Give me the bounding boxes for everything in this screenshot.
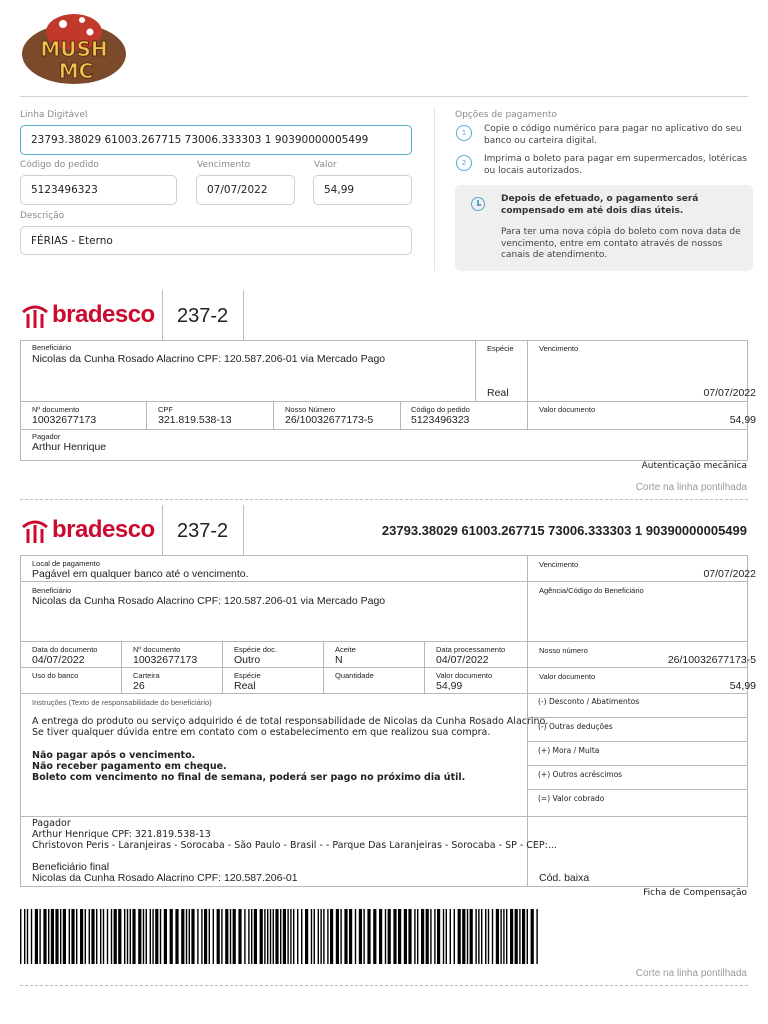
receipt-vencimento-value: 07/07/2022: [703, 387, 756, 399]
slip-carteira-label: Carteira: [133, 671, 160, 680]
slip-quantidade-label: Quantidade: [335, 671, 374, 680]
barcode-bar: [434, 909, 435, 964]
barcode-bar: [367, 909, 370, 964]
barcode-bar: [470, 909, 473, 964]
vencimento-label: Vencimento: [197, 160, 251, 170]
barcode-bar: [515, 909, 518, 964]
slip-ndoc-label: Nº documento: [133, 645, 181, 654]
slip-data-proc-value: 04/07/2022: [436, 654, 489, 666]
barcode-bar: [522, 909, 525, 964]
bank-name: bradesco: [52, 516, 155, 543]
cut-line-text: Corte na linha pontilhada: [635, 482, 747, 493]
barcode-bar: [152, 909, 153, 964]
header-separator: [243, 505, 244, 555]
slip-data-proc-label: Data processamento: [436, 645, 506, 654]
barcode-bar: [85, 909, 86, 964]
linha-digitavel-field[interactable]: 23793.38029 61003.267715 73006.333303 1 90390000005499: [20, 125, 412, 155]
barcode-bar: [96, 909, 97, 964]
header-separator: [162, 505, 163, 555]
barcode-bar: [254, 909, 257, 964]
barcode-bar: [35, 909, 38, 964]
barcode-bar: [48, 909, 49, 964]
step-two-text: Imprima o boleto para pagar em supermercados, lotéricas ou locais autorizados.: [484, 154, 747, 176]
barcode-bar: [314, 909, 315, 964]
slip-linha-digitavel: 23793.38029 61003.267715 73006.333303 1 90390000005499: [381, 523, 747, 538]
barcode-bar: [213, 909, 214, 964]
slip-beneficiario-value: Nicolas da Cunha Rosado Alacrino CPF: 120.587.206-01 via Mercado Pago: [32, 595, 386, 607]
barcode-bar: [51, 909, 54, 964]
linha-digitavel-label: Linha Digitável: [20, 110, 88, 120]
barcode-bar: [430, 909, 431, 964]
slip-uso-label: Uso do banco: [32, 671, 79, 680]
cut-line: [20, 499, 748, 500]
descricao-field[interactable]: FÉRIAS - Eterno: [20, 226, 412, 255]
receipt-pedido-value: 5123496323: [411, 414, 470, 426]
barcode-bar: [398, 909, 401, 964]
receipt-pagador-label: Pagador: [32, 432, 61, 441]
barcode-bar: [69, 909, 70, 964]
slip-valor-doc2-label: Valor documento: [539, 672, 596, 681]
barcode-bar: [264, 909, 265, 964]
receipt-nosso-label: Nosso Número: [285, 405, 336, 414]
codigo-pedido-field[interactable]: 5123496323: [20, 175, 177, 205]
slip-nosso-value: 26/10032677173-5: [667, 654, 756, 666]
barcode-bar: [421, 909, 424, 964]
barcode-bar: [107, 909, 108, 964]
barcode-bar: [164, 909, 167, 964]
barcode-bar: [426, 909, 429, 964]
barcode-bar: [320, 909, 321, 964]
slip-mora-label: (+) Mora / Multa: [538, 746, 600, 755]
slip-data-doc-label: Data do documento: [32, 645, 98, 654]
barcode-bar: [349, 909, 352, 964]
slip-outras-deducoes-label: (-) Outras deduções: [538, 722, 613, 731]
barcode-bar: [450, 909, 451, 964]
barcode-bar: [221, 909, 222, 964]
receipt-ndoc-value: 10032677173: [32, 414, 97, 426]
barcode-bar: [186, 909, 187, 964]
barcode-bar: [510, 909, 513, 964]
bank-name: bradesco: [52, 301, 155, 328]
barcode-bar: [197, 909, 198, 964]
bradesco-tree-icon: [20, 515, 50, 545]
barcode-bar: [344, 909, 347, 964]
barcode-bar: [230, 909, 231, 964]
barcode-bar: [170, 909, 173, 964]
barcode-bar: [485, 909, 486, 964]
slip-instrucoes-label: Instruções (Texto de responsabilidade do beneficiário): [32, 698, 212, 707]
barcode-bar: [43, 909, 46, 964]
barcode-bar: [63, 909, 66, 964]
barcode-bar: [527, 909, 528, 964]
barcode-bar: [330, 909, 333, 964]
slip-instr-bold2: Não receber pagamento em cheque.: [32, 761, 227, 772]
barcode-bar: [114, 909, 117, 964]
slip-instr-bold3: Boleto com vencimento no final de semana, poderá ser pago no próximo dia útil.: [32, 772, 466, 783]
barcode-bar: [138, 909, 141, 964]
receipt-ndoc-label: Nº documento: [32, 405, 80, 414]
barcode-bar: [27, 909, 28, 964]
barcode-bar: [506, 909, 507, 964]
slip-vencimento-value: 07/07/2022: [703, 568, 756, 580]
barcode-bar: [146, 909, 147, 964]
barcode-bar: [189, 909, 190, 964]
valor-field[interactable]: 54,99: [313, 175, 412, 205]
vencimento-field[interactable]: 07/07/2022: [196, 175, 295, 205]
barcode-bar: [160, 909, 161, 964]
slip-agencia-label: Agência/Código do Beneficiário: [539, 586, 644, 595]
barcode-bar: [267, 909, 268, 964]
barcode-bar: [55, 909, 58, 964]
slip-nosso-label: Nosso número: [539, 646, 588, 655]
slip-outros-acrescimos-label: (+) Outros acréscimos: [538, 770, 623, 779]
valor-label: Valor: [314, 160, 337, 170]
step-two-icon: 2: [456, 155, 472, 171]
barcode-bar: [293, 909, 294, 964]
slip-desconto-label: (-) Desconto / Abatimentos: [538, 697, 640, 706]
barcode-bar: [127, 909, 128, 964]
barcode-bar: [492, 909, 493, 964]
barcode-bar: [414, 909, 415, 964]
barcode-bar: [385, 909, 386, 964]
receipt-vencimento-label: Vencimento: [539, 344, 579, 353]
slip-data-doc-value: 04/07/2022: [32, 654, 85, 666]
bradesco-tree-icon: [20, 300, 50, 330]
slip-carteira-value: 26: [133, 680, 145, 692]
slip-valor-doc-label: Valor documento: [436, 671, 493, 680]
barcode-bar: [359, 909, 362, 964]
barcode-bar: [327, 909, 328, 964]
barcode-bar: [305, 909, 308, 964]
barcode-bar: [373, 909, 376, 964]
barcode-bar: [60, 909, 61, 964]
barcode-bar: [531, 909, 534, 964]
receipt-pedido-label: Código do pedido: [411, 405, 470, 414]
barcode-bar: [280, 909, 281, 964]
slip-local-value: Pagável em qualquer banco até o vencimento.: [32, 568, 249, 580]
barcode-bar: [496, 909, 499, 964]
barcode-bar: [201, 909, 202, 964]
receipt-valor-value: 54,99: [729, 414, 756, 426]
barcode-bar: [103, 909, 104, 964]
slip-pagador-line1: Arthur Henrique CPF: 321.819.538-13: [32, 829, 211, 840]
barcode-bar: [39, 909, 40, 964]
barcode-bar: [80, 909, 83, 964]
barcode-bar: [244, 909, 245, 964]
barcode-bar: [181, 909, 184, 964]
barcode-bar: [130, 909, 131, 964]
barcode-bar: [301, 909, 302, 964]
barcode-bar: [488, 909, 489, 964]
barcode-bar: [155, 909, 158, 964]
barcode-bar: [233, 909, 236, 964]
barcode-bar: [446, 909, 447, 964]
slip-vencimento-label: Vencimento: [539, 560, 579, 569]
codigo-pedido-label: Código do pedido: [20, 160, 99, 170]
barcode-bar: [238, 909, 241, 964]
barcode-bar: [118, 909, 121, 964]
slip-ndoc-value: 10032677173: [133, 654, 198, 666]
barcode-bar: [209, 909, 210, 964]
barcode-bar: [340, 909, 341, 964]
barcode-bar: [225, 909, 228, 964]
barcode-bar: [287, 909, 288, 964]
clock-icon: [471, 197, 485, 211]
barcode-bar: [379, 909, 382, 964]
barcode-bar: [536, 909, 537, 964]
barcode-bar: [404, 909, 407, 964]
barcode-bar: [311, 909, 312, 964]
receipt-beneficiario-value: Nicolas da Cunha Rosado Alacrino CPF: 120.587.206-01 via Mercado Pago: [32, 353, 386, 365]
slip-benef-final-label: Beneficiário final: [32, 861, 110, 873]
svg-text:MC: MC: [58, 59, 94, 83]
barcode-bar: [454, 909, 455, 964]
slip-valor-cobrado-label: (=) Valor cobrado: [538, 794, 605, 803]
svg-text:MUSH: MUSH: [40, 37, 108, 61]
slip-aceite-value: N: [335, 654, 343, 666]
barcode-bar: [275, 909, 278, 964]
barcode-bar: [270, 909, 271, 964]
barcode-bar: [24, 909, 25, 964]
barcode-bar: [478, 909, 479, 964]
barcode-bar: [283, 909, 286, 964]
barcode-bar: [363, 909, 364, 964]
info-text: Para ter uma nova cópia do boleto com nova data de vencimento, entre em contato através de nossos canais de atendimento.: [501, 227, 741, 260]
slip-especie-doc-label: Espécie doc.: [234, 645, 277, 654]
barcode-bar: [89, 909, 90, 964]
payment-options-title: Opções de pagamento: [455, 110, 557, 120]
barcode-bar: [323, 909, 324, 964]
barcode-bar: [260, 909, 263, 964]
slip-aceite-label: Aceite: [335, 645, 356, 654]
step-one-icon: 1: [456, 125, 472, 141]
slip-especie-label: Espécie: [234, 671, 261, 680]
slip-instr-bold1: Não pagar após o vencimento.: [32, 750, 196, 761]
cut-line-text: Corte na linha pontilhada: [635, 968, 747, 979]
barcode-bar: [91, 909, 94, 964]
slip-valor-doc2-value: 54,99: [729, 680, 756, 692]
barcode-bar: [462, 909, 465, 964]
barcode-bar: [251, 909, 252, 964]
barcode-bar: [355, 909, 356, 964]
slip-benef-final-value: Nicolas da Cunha Rosado Alacrino CPF: 120.587.206-01: [32, 872, 298, 884]
barcode-bar: [393, 909, 396, 964]
slip-valor-doc-value: 54,99: [436, 680, 463, 692]
bank-code: 237-2: [177, 520, 229, 542]
receipt-pagador-value: Arthur Henrique: [32, 441, 107, 453]
header-divider: [20, 96, 748, 97]
bradesco-logo: [20, 515, 155, 545]
cut-line: [20, 985, 748, 986]
bank-code: 237-2: [177, 305, 229, 327]
barcode-bar: [124, 909, 125, 964]
ficha-compensacao: Ficha de Compensação: [643, 888, 747, 898]
step-one-text: Copie o código numérico para pagar no aplicativo do seu banco ou carteira digital.: [484, 124, 742, 146]
barcode-bar: [143, 909, 144, 964]
slip-pagador-line2: Christovon Peris - Laranjeiras - Sorocaba - São Paulo - Brasil - - Parque Das Laranjeiras - Sorocaba - SP - CEP:...: [32, 840, 557, 851]
barcode-bar: [191, 909, 194, 964]
header-separator: [162, 290, 163, 340]
barcode-bar: [408, 909, 411, 964]
receipt-cpf-value: 321.819.538-13: [158, 414, 232, 426]
barcode-bar: [388, 909, 391, 964]
barcode: [20, 909, 540, 964]
barcode-bar: [76, 909, 77, 964]
slip-local-label: Local de pagamento: [32, 559, 100, 568]
bradesco-logo: [20, 300, 155, 330]
barcode-bar: [248, 909, 249, 964]
payment-info-box: [455, 185, 753, 271]
header-separator: [243, 290, 244, 340]
slip-pagador-label: Pagador: [32, 818, 71, 829]
barcode-bar: [150, 909, 151, 964]
barcode-bar: [290, 909, 291, 964]
barcode-bar: [111, 909, 112, 964]
barcode-bar: [519, 909, 520, 964]
barcode-bar: [100, 909, 101, 964]
barcode-bar: [500, 909, 501, 964]
form-divider: [434, 108, 435, 271]
barcode-bar: [204, 909, 207, 964]
autenticacao-mecanica: Autenticação mecânica: [641, 461, 747, 471]
barcode-bar: [458, 909, 461, 964]
barcode-bar: [71, 909, 74, 964]
slip-beneficiario-cell: [20, 581, 528, 642]
barcode-bar: [20, 909, 21, 964]
barcode-bar: [31, 909, 32, 964]
receipt-especie-value: Real: [487, 387, 509, 399]
barcode-bar: [132, 909, 135, 964]
receipt-beneficiario-cell: [20, 340, 476, 402]
barcode-bar: [318, 909, 319, 964]
slip-especie-doc-value: Outro: [234, 654, 261, 666]
slip-instr-line1: A entrega do produto ou serviço adquirido é de total responsabilidade de Nicolas da Cunha Rosado Alacrino.: [32, 716, 549, 727]
barcode-bar: [475, 909, 476, 964]
barcode-bar: [467, 909, 468, 964]
barcode-bar: [297, 909, 298, 964]
slip-especie-value: Real: [234, 680, 256, 692]
info-bold-text: Depois de efetuado, o pagamento será compensado em até dois dias úteis.: [501, 194, 699, 216]
barcode-bar: [443, 909, 444, 964]
barcode-bar: [481, 909, 482, 964]
descricao-label: Descrição: [20, 211, 65, 221]
barcode-bar: [175, 909, 178, 964]
receipt-valor-label: Valor documento: [539, 405, 596, 414]
receipt-beneficiario-label: Beneficiário: [32, 343, 72, 352]
receipt-cpf-label: CPF: [158, 405, 173, 414]
barcode-bar: [217, 909, 220, 964]
slip-instr-line2: Se tiver qualquer dúvida entre em contato com o estabelecimento em que realizou sua compra.: [32, 727, 491, 738]
slip-beneficiario-label: Beneficiário: [32, 586, 72, 595]
receipt-nosso-value: 26/10032677173-5: [285, 414, 374, 426]
mush-mc-logo: [18, 6, 130, 90]
slip-cod-baixa: Cód. baixa: [539, 872, 590, 884]
barcode-bar: [273, 909, 274, 964]
barcode-bar: [336, 909, 339, 964]
receipt-especie-label: Espécie: [487, 344, 514, 353]
barcode-bar: [417, 909, 418, 964]
barcode-bar: [437, 909, 440, 964]
barcode-bar: [503, 909, 504, 964]
